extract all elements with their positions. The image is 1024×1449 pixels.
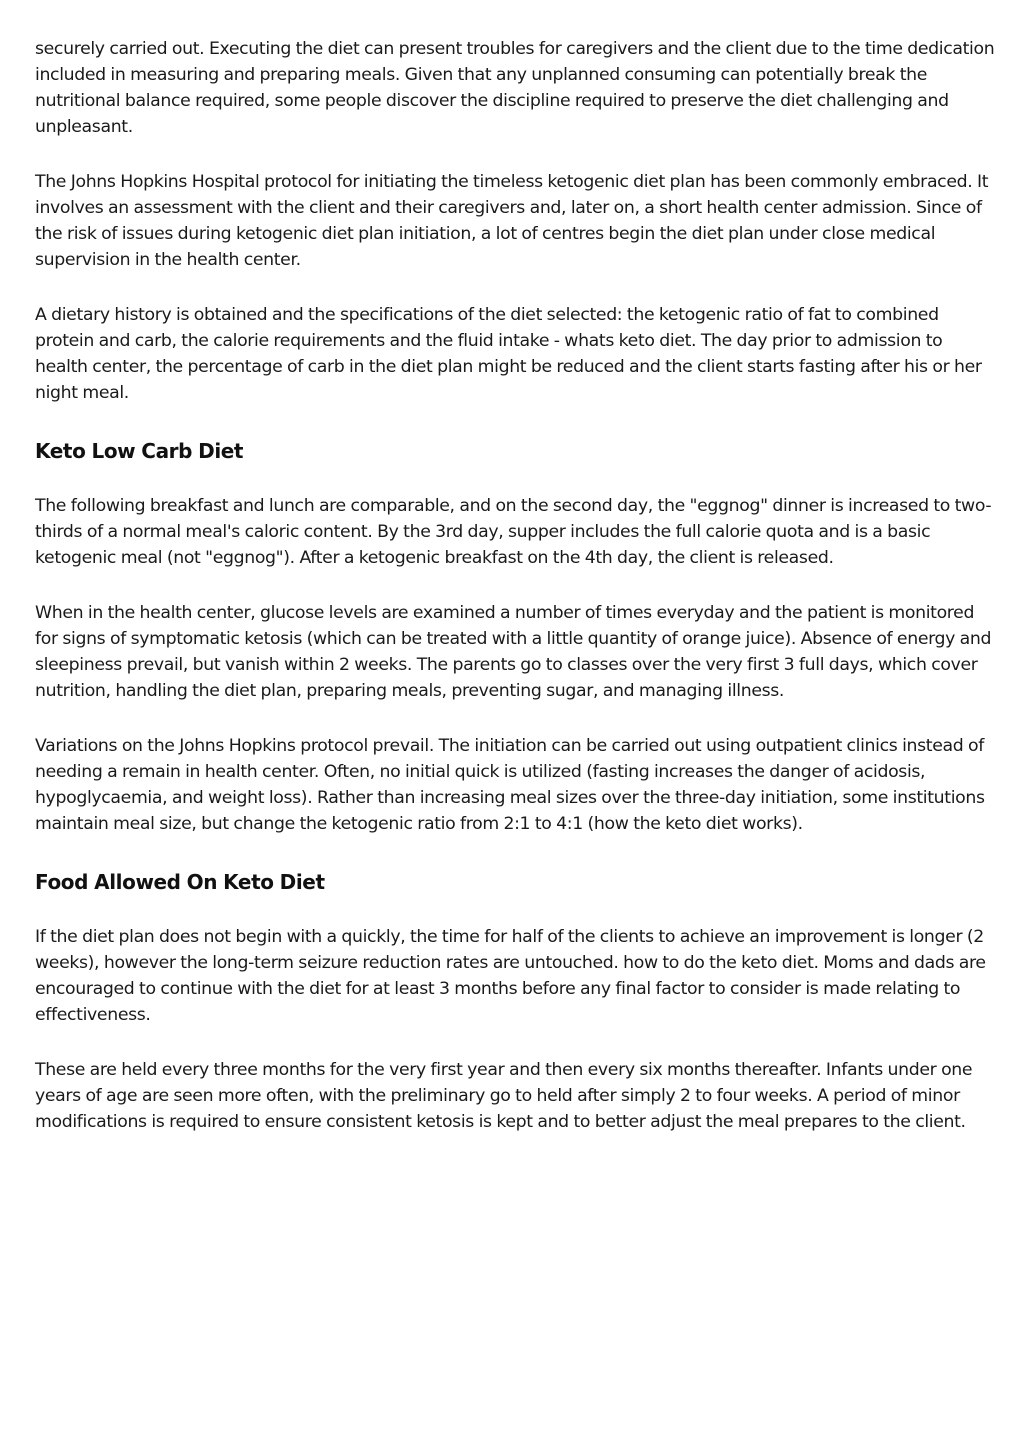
paragraph-follow-up-visits: These are held every three months for the very first year and then every six months thereafter. Infants under one years of age are seen more often, with the preliminary go to held after simply 2 to four weeks. A period of minor modifications is required to ensure consistent ketosis is kept and to better adjust the meal prepares to the client.: [35, 1060, 973, 1132]
paragraph-eggnog-meals: The following breakfast and lunch are comparable, and on the second day, the "eggnog" dinner is increased to two-thirds of a normal meal's caloric content. By the 3rd day, supper includes the full calorie quota and is a basic ketogenic meal (not "eggnog"). After a ketogenic breakfast on the 4th day, the client is released.: [35, 496, 992, 568]
heading-keto-low-carb-diet: Keto Low Carb Diet: [35, 439, 244, 463]
paragraph-fasting-outcomes: If the diet plan does not begin with a quickly, the time for half of the clients to achieve an improvement is longer (2 weeks), however the long-term seizure reduction rates are untouched. how to do the keto diet. Moms and dads are encouraged to continue with the diet for at least 3 months before any final factor to consider is made relating to effectiveness.: [35, 927, 986, 1025]
article-body: [35, 36, 995, 1164]
paragraph-dietary-history: A dietary history is obtained and the specifications of the diet selected: the ketogenic ratio of fat to combined protein and carb, the calorie requirements and the fluid intake - whats keto diet. The day prior to admission to health center, the percentage of carb in the diet plan might be reduced and the client starts fasting after his or her night meal.: [35, 305, 982, 403]
paragraph-protocol-variations: Variations on the Johns Hopkins protocol prevail. The initiation can be carried out using outpatient clinics instead of needing a remain in health center. Often, no initial quick is utilized (fasting increases the danger of acidosis, hypoglycaemia, and weight loss). Rather than increasing meal sizes over the three-day initiation, some institutions maintain meal size, but change the ketogenic ratio from 2:1 to 4:1 (how the keto diet works).: [35, 736, 985, 834]
paragraph-hopkins-protocol: The Johns Hopkins Hospital protocol for initiating the timeless ketogenic diet plan has been commonly embraced. It involves an assessment with the client and their caregivers and, later on, a short health center admission. Since of the risk of issues during ketogenic diet plan initiation, a lot of centres begin the diet plan under close medical supervision in the health center.: [35, 172, 989, 270]
paragraph-health-center-monitoring: When in the health center, glucose levels are examined a number of times everyday and the patient is monitored for signs of symptomatic ketosis (which can be treated with a little quantity of orange juice). Absence of energy and sleepiness prevail, but vanish within 2 weeks. The parents go to classes over the very first 3 full days, which cover nutrition, handling the diet plan, preparing meals, preventing sugar, and managing illness.: [35, 603, 992, 701]
paragraph-diet-challenges: securely carried out. Executing the diet can present troubles for caregivers and the client due to the time dedication included in measuring and preparing meals. Given that any unplanned consuming can potentially break the nutritional balance required, some people discover the discipline required to preserve the diet challenging and unpleasant.: [35, 39, 995, 137]
heading-food-allowed-on-keto-diet: Food Allowed On Keto Diet: [35, 870, 325, 894]
